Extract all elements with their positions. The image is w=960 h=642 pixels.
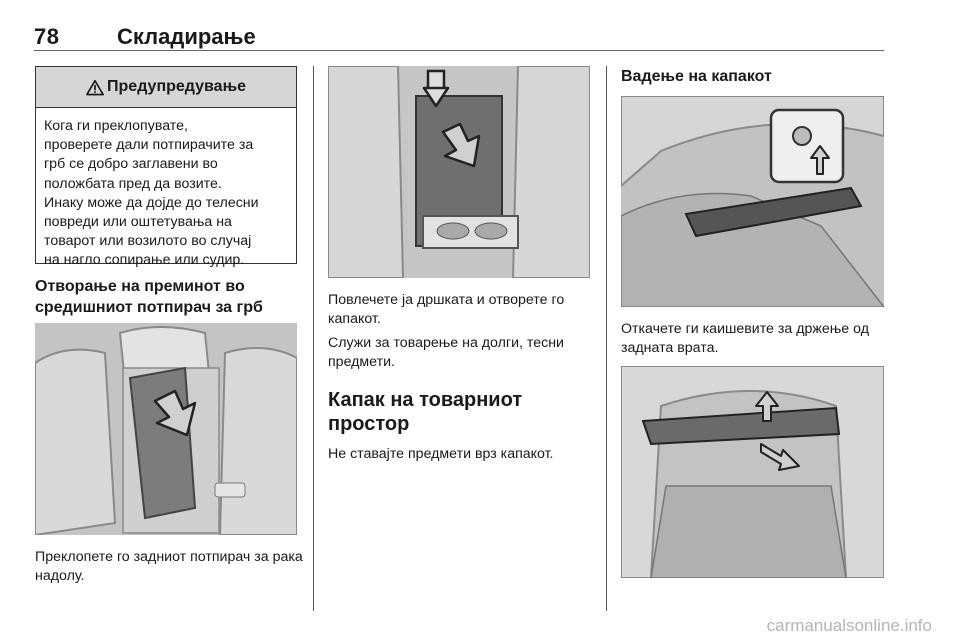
illustration-rear-seat-armrest [35,323,297,535]
warning-triangle-icon [86,79,104,96]
illustration-cover-straps [621,96,884,307]
warning-title: Предупредување [107,78,246,95]
page-number: 78 [34,24,60,49]
section-heading-passthrough: Отворање на преминот во средишниот потпирач за грб [35,278,263,316]
column-divider-1 [313,66,314,611]
paragraph-long-items: Служи за товарење на долги, тесни предмети. [328,335,564,370]
section-heading-remove-cover: Вадење на капакот [621,68,772,85]
warning-text: Кога ги преклопувате, проверете дали потпирачите за грб се добро заглавени во положбата пред да возите. Инаку може да дојде до телесни повреди или оштетувања на товарот или возилото во случај на нагло сопирање или судир. [44,118,259,269]
illustration-armrest-lid [328,66,590,278]
column-divider-2 [606,66,607,611]
watermark: carmanualsonline.info [766,616,932,635]
paragraph-open-lid: Повлечете ја дршката и отворете го капакот. [328,292,565,327]
section-heading-load-cover: Капак на товарниот простор [328,389,523,435]
warning-box [35,66,297,269]
page-title: Складирање [117,24,256,49]
header-rule [34,50,884,51]
caption-unhook-straps: Откачете ги каишевите за држење од задната врата. [621,321,869,356]
warning-header [36,67,296,108]
caption-left: Преклопете го задниот потпирач за рака надолу. [35,549,303,584]
paragraph-no-objects: Не ставајте предмети врз капакот. [328,446,554,462]
illustration-lift-cover [621,366,884,578]
